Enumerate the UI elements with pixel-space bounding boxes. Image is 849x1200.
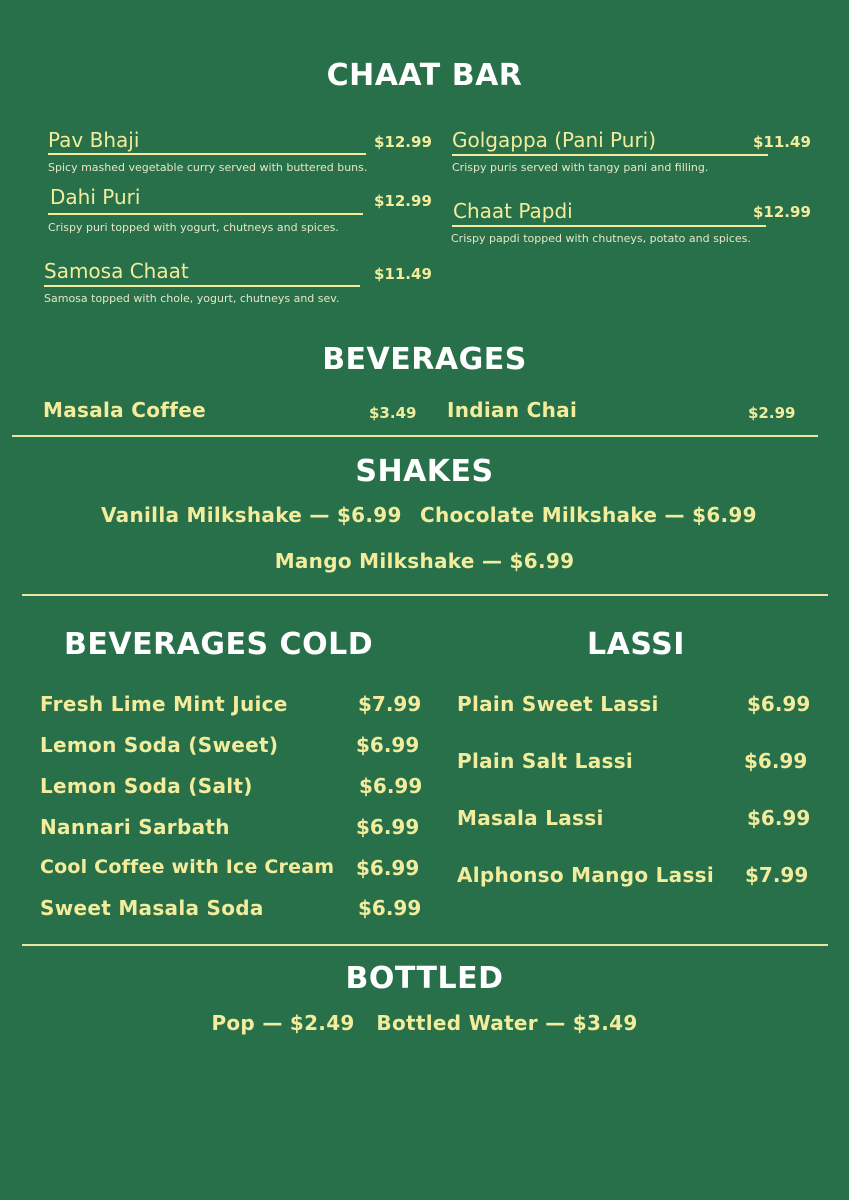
- chaat-item-desc: Spicy mashed vegetable curry served with buttered buns.: [48, 161, 368, 174]
- section-divider: [22, 594, 828, 596]
- lassi-item-name: Masala Lassi: [457, 806, 604, 830]
- chaat-item-price: $11.49: [374, 265, 432, 283]
- chaat-item-name: Chaat Papdi: [453, 199, 573, 223]
- beverage-item-price: $2.99: [748, 404, 796, 422]
- chaat-item-price: $12.99: [753, 203, 811, 221]
- chaat-item-name: Dahi Puri: [50, 185, 141, 209]
- section-divider: [12, 435, 818, 437]
- shake-item: Mango Milkshake — $6.99: [274, 549, 575, 573]
- beverages-title: BEVERAGES: [322, 342, 527, 377]
- chaat-item-price: $11.49: [753, 133, 811, 151]
- shakes-title: SHAKES: [355, 454, 494, 489]
- beverage-item-price: $3.49: [369, 404, 417, 422]
- cold-item-name: Lemon Soda (Sweet): [40, 733, 279, 757]
- lassi-item-name: Plain Salt Lassi: [457, 749, 634, 773]
- chaat-item-name: Samosa Chaat: [44, 259, 189, 283]
- shake-item: Vanilla Milkshake — $6.99: [101, 503, 402, 527]
- chaat-item-desc: Crispy papdi topped with chutneys, potato and spices.: [451, 232, 751, 245]
- cold-item-price: $6.99: [356, 815, 420, 839]
- cold-item-price: $6.99: [358, 896, 422, 920]
- shake-item: Chocolate Milkshake — $6.99: [420, 503, 757, 527]
- cold-item-name: Fresh Lime Mint Juice: [40, 692, 288, 716]
- cold-item-price: $7.99: [358, 692, 422, 716]
- chaat-item-desc: Crispy puri topped with yogurt, chutneys and spices.: [48, 221, 339, 234]
- chaat-item-price: $12.99: [374, 192, 432, 210]
- chaat-item-name: Golgappa (Pani Puri): [452, 128, 657, 152]
- beverages-cold-title: BEVERAGES COLD: [64, 627, 374, 662]
- chaat-item-desc: Crispy puris served with tangy pani and filling.: [452, 161, 709, 174]
- item-underline: [44, 285, 360, 287]
- chaat-item-desc: Samosa topped with chole, yogurt, chutneys and sev.: [44, 292, 340, 305]
- lassi-item-price: $6.99: [747, 806, 811, 830]
- cold-item-name: Sweet Masala Soda: [40, 896, 264, 920]
- bottled-title: BOTTLED: [345, 961, 504, 996]
- bottled-items: Pop — $2.49 Bottled Water — $3.49: [211, 1011, 638, 1035]
- beverage-item-name: Indian Chai: [447, 398, 578, 422]
- cold-item-name: Cool Coffee with Ice Cream: [40, 856, 335, 878]
- item-underline: [48, 213, 363, 215]
- beverage-item-name: Masala Coffee: [43, 398, 206, 422]
- chaat-bar-title: CHAAT BAR: [326, 58, 523, 93]
- cold-item-price: $6.99: [359, 774, 423, 798]
- section-divider: [22, 944, 828, 946]
- lassi-title: LASSI: [587, 627, 685, 662]
- cold-item-name: Lemon Soda (Salt): [40, 774, 253, 798]
- lassi-item-price: $6.99: [747, 692, 811, 716]
- item-underline: [452, 154, 768, 156]
- chaat-item-name: Pav Bhaji: [48, 128, 140, 152]
- lassi-item-name: Plain Sweet Lassi: [457, 692, 659, 716]
- cold-item-price: $6.99: [356, 733, 420, 757]
- item-underline: [452, 225, 766, 227]
- item-underline: [48, 153, 366, 155]
- lassi-item-price: $7.99: [745, 863, 809, 887]
- cold-item-name: Nannari Sarbath: [40, 815, 230, 839]
- lassi-item-price: $6.99: [744, 749, 808, 773]
- cold-item-price: $6.99: [356, 856, 420, 880]
- chaat-item-price: $12.99: [374, 133, 432, 151]
- lassi-item-name: Alphonso Mango Lassi: [457, 863, 715, 887]
